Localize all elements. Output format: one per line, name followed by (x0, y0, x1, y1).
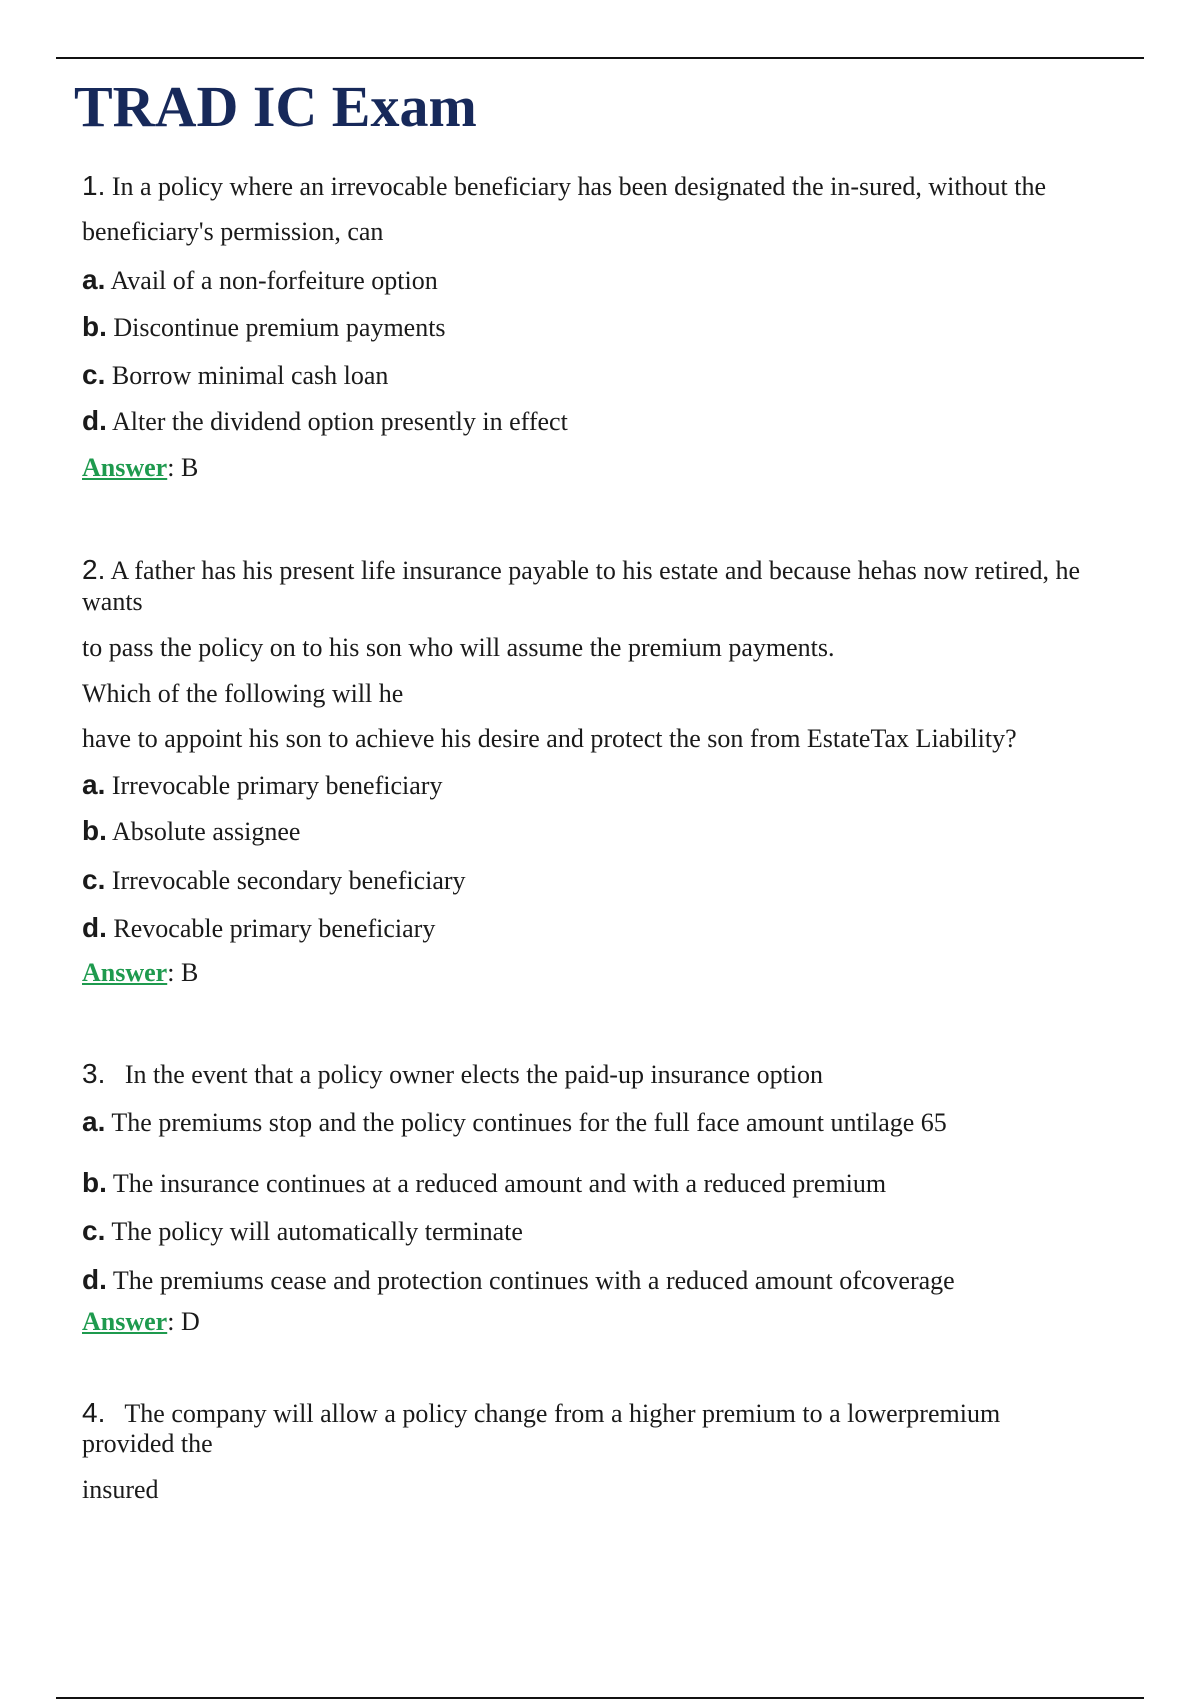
question-2-option-b: b. Absolute assignee (82, 815, 301, 846)
question-1-stem-line-1: 1. In a policy where an irrevocable beneficiary has been designated the in-sured, without the (82, 170, 1047, 201)
question-2-stem-line-5: have to appoint his son to achieve his desire and protect the son from EstateTax Liability? (82, 724, 1017, 753)
question-4-number: 4. (82, 1397, 106, 1428)
question-2-stem-line-2: wants (82, 587, 143, 616)
question-1-option-a: a. Avail of a non-forfeiture option (82, 264, 438, 295)
question-2-stem-line-1: 2. A father has his present life insurance payable to his estate and because hehas now retired, he (82, 554, 1081, 585)
question-3-option-c: c. The policy will automatically terminate (82, 1215, 523, 1246)
question-4-stem-line-2: provided the (82, 1429, 213, 1458)
question-2-number: 2. (82, 554, 106, 585)
question-1-stem-line-2: beneficiary's permission, can (82, 217, 384, 246)
question-1-number: 1. (82, 170, 106, 201)
question-1-option-c: c. Borrow minimal cash loan (82, 359, 389, 390)
question-3-answer: Answer: D (82, 1307, 200, 1336)
question-1-option-d: d. Alter the dividend option presently in effect (82, 405, 568, 436)
answer-label: Answer (82, 958, 168, 987)
page-title: TRAD IC Exam (74, 74, 477, 139)
question-2-option-c: c. Irrevocable secondary beneficiary (82, 864, 466, 895)
question-4-stem-line-3: insured (82, 1475, 159, 1504)
answer-label: Answer (82, 453, 168, 482)
question-3-stem-line-1: 3. In the event that a policy owner elects the paid-up insurance option (82, 1058, 824, 1089)
question-3-number: 3. (82, 1058, 106, 1089)
question-3-option-d: d. The premiums cease and protection continues with a reduced amount ofcoverage (82, 1264, 955, 1295)
bottom-rule (56, 1697, 1144, 1699)
question-3-option-a: a. The premiums stop and the policy continues for the full face amount untilage 65 (82, 1106, 947, 1137)
question-2-stem-line-3: to pass the policy on to his son who will assume the premium payments. (82, 633, 835, 662)
question-2-answer: Answer: B (82, 958, 199, 987)
question-3-option-b: b. The insurance continues at a reduced amount and with a reduced premium (82, 1167, 887, 1198)
top-rule (56, 57, 1144, 59)
question-2-option-a: a. Irrevocable primary beneficiary (82, 769, 443, 800)
question-4-stem-line-1: 4. The company will allow a policy change from a higher premium to a lowerpremium (82, 1397, 1001, 1428)
question-2-stem-line-4: Which of the following will he (82, 679, 404, 708)
question-1-answer: Answer: B (82, 453, 199, 482)
question-2-option-d: d. Revocable primary beneficiary (82, 912, 436, 943)
question-1-option-b: b. Discontinue premium payments (82, 311, 446, 342)
answer-label: Answer (82, 1307, 168, 1336)
